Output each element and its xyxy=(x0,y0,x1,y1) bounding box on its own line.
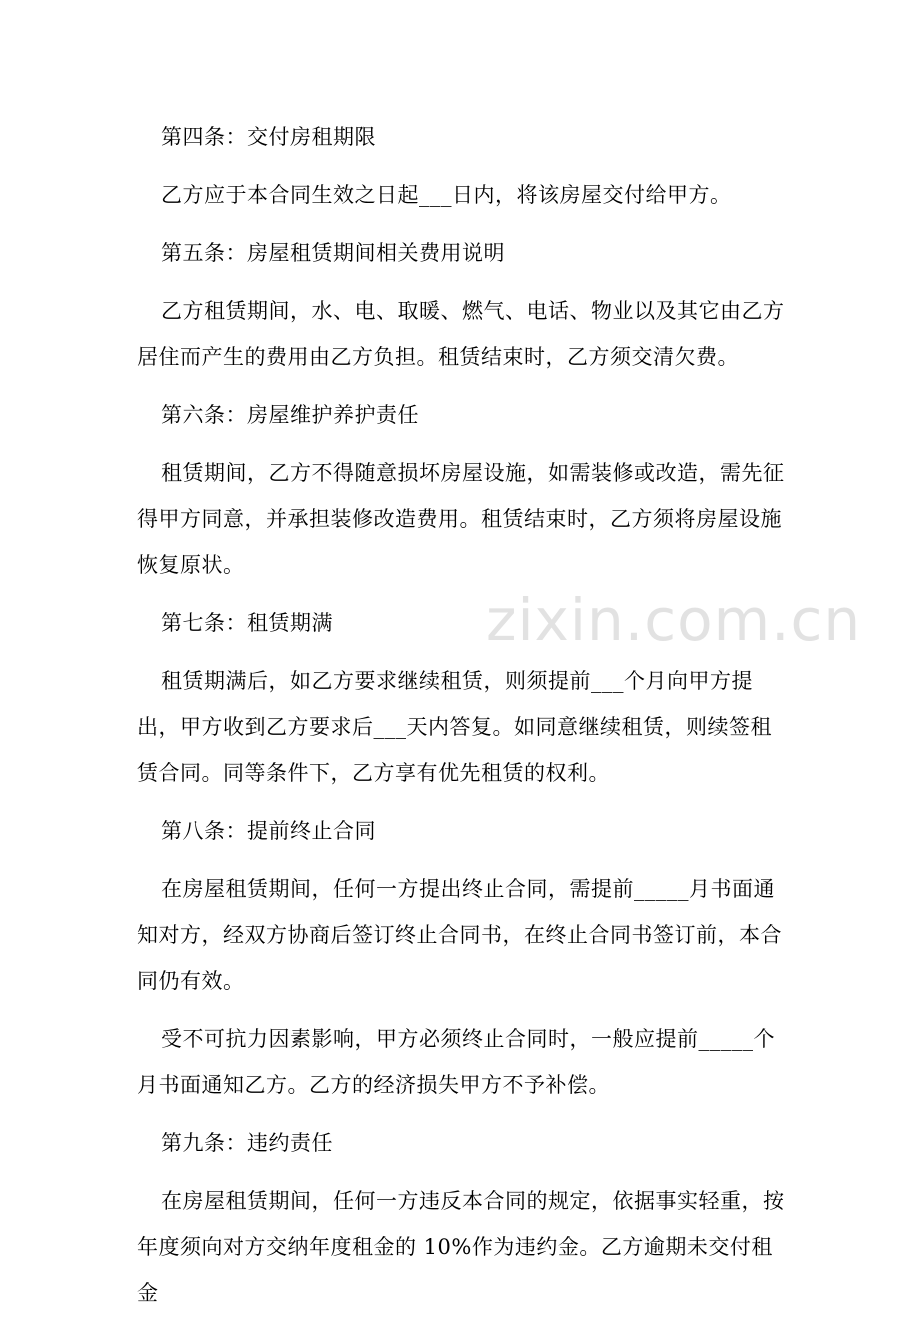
article-9-text: 在房屋租赁期间，任何一方违反本合同的规定，依据事实轻重，按年度须向对方交纳年度租金的 10%作为违约金。乙方逾期未交付租金 xyxy=(137,1189,785,1305)
article-7-text: 租赁期满后，如乙方要求继续租赁，则须提前___个月向甲方提出，甲方收到乙方要求后___天内答复。如同意继续租赁，则续签租赁合同。同等条件下，乙方享有优先租赁的权利。 xyxy=(137,669,772,785)
article-8-force-majeure-text: 受不可抗力因素影响，甲方必须终止合同时，一般应提前_____个月书面通知乙方。乙方的经济损失甲方不予补偿。 xyxy=(137,1027,775,1097)
article-8-text: 在房屋租赁期间，任何一方提出终止合同，需提前_____月书面通知对方，经双方协商后签订终止合同书，在终止合同书签订前，本合同仍有效。 xyxy=(137,877,782,993)
article-6-text: 租赁期间，乙方不得随意损坏房屋设施，如需装修或改造，需先征得甲方同意，并承担装修改造费用。租赁结束时，乙方须将房屋设施恢复原状。 xyxy=(137,461,785,577)
article-5-text: 乙方租赁期间，水、电、取暖、燃气、电话、物业以及其它由乙方居住而产生的费用由乙方负担。租赁结束时，乙方须交清欠费。 xyxy=(137,299,785,369)
site-watermark: zixin.com.cn xyxy=(486,586,862,654)
document-body xyxy=(137,114,785,1328)
article-4-text: 乙方应于本合同生效之日起___日内，将该房屋交付给甲方。 xyxy=(161,183,732,207)
article-8-heading: 第八条：提前终止合同 xyxy=(161,819,376,843)
article-9-heading: 第九条：违约责任 xyxy=(161,1131,333,1155)
article-7-heading: 第七条：租赁期满 xyxy=(161,611,333,635)
article-5-heading: 第五条：房屋租赁期间相关费用说明 xyxy=(161,241,505,265)
article-4-heading: 第四条：交付房租期限 xyxy=(161,125,376,149)
article-6-heading: 第六条：房屋维护养护责任 xyxy=(161,403,419,427)
